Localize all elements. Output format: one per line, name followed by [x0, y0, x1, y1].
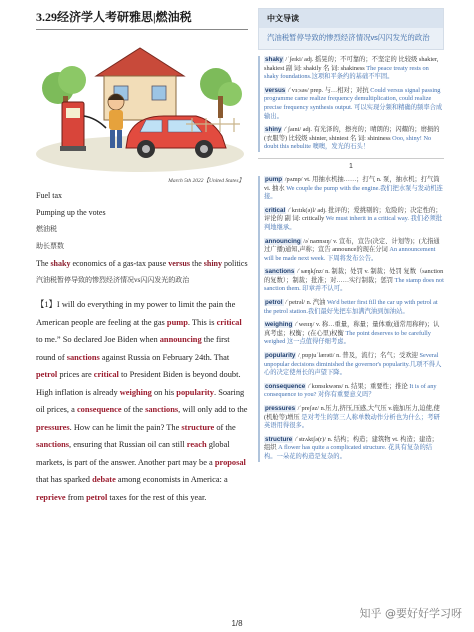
page-number: 1/8: [231, 619, 243, 628]
vocab-example: A flower has quite a complicated structure. 花具有复杂的结构。一朵花的构造是复杂的。: [264, 444, 433, 460]
vocab-word: weighing: [265, 321, 293, 329]
keyword: critical: [93, 370, 119, 379]
vocab-entry: [264, 436, 444, 462]
para-text: , ensuring that Russian oil can still: [69, 440, 187, 449]
keyword: weighing: [119, 387, 152, 397]
vocab-example: 是对考生的第三人称单数动作分析也为什么；考研英语用得很多。: [264, 413, 440, 430]
keyword: pressures: [36, 422, 70, 432]
para-text: of the: [214, 422, 236, 432]
para-text: on his: [151, 387, 177, 397]
vocab-list-bottom: [258, 176, 444, 462]
vocab-entry: [264, 321, 444, 347]
vocab-definition: /ˈsæŋkʃnz/ n. 制裁；处罚 v. 制裁；处罚 复数（sanction的复数）；制裁；批准；对……实行制裁；惩罚: [264, 268, 444, 284]
right-column: [258, 8, 444, 467]
vocab-list-top: [258, 56, 444, 152]
vocab-definition: /ˈpetrəl/ n. 汽油: [283, 299, 328, 307]
keyword: popularity: [176, 387, 214, 397]
article-paragraph-1: [36, 296, 248, 506]
title-line-en: Fuel tax: [36, 191, 62, 200]
vocab-definition: /ˈkɒnsɪkwəns/ n. 结果；重要性；推论: [306, 382, 410, 390]
vocab-entry: [264, 56, 444, 82]
vocab-example: Could versus signal passing programme came realize frequency demultiplication, could realize precise frequency synthesis output. 可以实现分频和精确的频率合成输出。: [264, 86, 443, 120]
keyword-shiny: shiny: [203, 259, 222, 268]
para-text: . How can he limit the pain? The: [69, 422, 182, 432]
vocab-entry: [264, 207, 444, 233]
subtitle-line-cn: 助长票数: [36, 242, 64, 250]
para-text: from: [65, 492, 87, 502]
vocab-word: announcing: [265, 237, 301, 245]
zhihu-watermark: 知乎 @要好好学习呀: [356, 603, 467, 623]
vocab-example: We couple the pump with the engine.我们把水泵与发动机连接。: [264, 184, 443, 201]
keyword: debate: [92, 475, 116, 484]
keyword-versus: versus: [168, 259, 190, 268]
vocab-definition: /ˈstrʌktʃə(r)/ n. 结构；构造；建筑物 vt. 构造；建造；组织: [264, 435, 438, 452]
guide-text: 汽油税暂停导致的惨烈经济情况vs闪闪发光的政治: [267, 33, 430, 42]
headline-text: The: [36, 259, 51, 268]
para-text: prices are: [57, 370, 94, 379]
vocab-definition: /ˈpreʃəz/ n.压力,挤压,压感,大气压 v.施加压力,迫使,使(机舱等)增压: [264, 405, 440, 421]
keyword: petrol: [86, 492, 108, 502]
keyword: reach: [186, 440, 207, 449]
vocab-entry: [264, 126, 444, 152]
para-text: the first round of: [36, 335, 230, 362]
vocab-example: Several unpopular decisions diminished the governor's popularity.几项不得人心的决定使州长的声望下降。: [264, 352, 442, 377]
vocab-example: An announcement will be made next week. 下周将发布公告。: [264, 246, 436, 262]
gas-station-illustration: [36, 36, 244, 174]
vocab-entry: [264, 176, 444, 202]
para-text: against Russia on February 24th. That: [99, 352, 230, 362]
headline-text: politics: [222, 259, 248, 268]
keyword-shaky: shaky: [50, 259, 71, 268]
guide-title: 中文导读: [259, 9, 443, 28]
vocab-example: The point deserves to be carefully weighed 这一点值得仔细考虑。: [264, 329, 431, 346]
title-line-cn: 燃油税: [36, 225, 57, 233]
keyword: reprieve: [36, 492, 66, 502]
vocab-example: It is of any consequence to you? 对你有重要意义吗？: [264, 382, 437, 399]
para-text: that has sparked: [36, 475, 93, 484]
vocab-definition: /pʌmp/ vt. 用抽水机抽……；打气 n. 泵，抽水机；打气筒 vi. 抽水: [264, 175, 440, 192]
para-text: . This is: [187, 317, 217, 327]
headline-text: the: [189, 259, 204, 268]
keyword: sanctions: [36, 440, 70, 449]
vocab-definition: /ˈʃaɪni/ adj. 有光泽的，擦亮的；晴朗的；闪耀的；磨损的(衣服等) 比较级 shinier, shiniest 名 词: shininess: [264, 126, 440, 142]
vocab-word: critical: [265, 206, 286, 214]
subtitle-line-en: Pumping up the votes: [36, 208, 106, 217]
para-text: , will only add to the: [178, 405, 248, 414]
vocab-word: consequence: [265, 382, 306, 390]
vocab-definition: /əˈnaʊnsɪŋ/ v. 宣布，宣告(决定、计划等)；(尤指通过广播)通知,声称；宣告 announce的现在分词: [264, 237, 440, 254]
vocab-word: petrol: [265, 299, 283, 307]
vocab-word: structure: [265, 435, 293, 443]
vocab-example: We'd better first fill the car up with petrol at the petrol station.我们最好先把车加满汽油到加油站。: [264, 299, 438, 315]
gas-station-illustration-svg: [36, 36, 244, 174]
para-text: of the: [121, 405, 146, 414]
vocab-entry: [264, 268, 444, 294]
keyword: sanctions: [66, 352, 100, 362]
vocab-definition: /ˈkrɪtɪk(ə)l/ adj. 批评的；爱挑剔的；危险的；决定性的；评论的 副 词: critically: [264, 206, 442, 223]
vocab-entry: [264, 87, 444, 121]
vocab-word: sanctions: [265, 268, 295, 276]
chinese-guide-box: [258, 8, 444, 50]
vocab-entry: [264, 299, 444, 316]
para-text: global markets, is part of the answer. Another part may be a: [36, 440, 230, 467]
vocab-word: popularity: [265, 352, 296, 360]
para-text: taxes for the rest of this year.: [107, 492, 207, 502]
headline-en: [36, 258, 248, 269]
para-text: . Soaring oil prices, a: [36, 387, 245, 414]
section-page-marker: 1: [258, 158, 444, 170]
vocab-word: pump: [265, 175, 283, 183]
vocab-entry: [264, 352, 444, 378]
keyword: consequence: [76, 405, 122, 414]
date-caption: March 5th 2022【United States】: [168, 178, 244, 184]
page-title: 3.29经济学人考研雅思|燃油税: [36, 8, 248, 30]
vocab-entry: [264, 383, 444, 400]
vocab-definition: /ˌpɒpjuˈlærəti/ n. 普及，流行；名气；受欢迎: [296, 352, 420, 360]
vocab-word: shaky: [265, 56, 283, 63]
keyword: proposal: [214, 457, 246, 467]
vocab-example: The stamp does not sanction them. 印章并不认可。: [264, 276, 444, 293]
keyword: sanctions: [145, 405, 179, 414]
keyword: critical: [216, 317, 242, 327]
headline-text: economics of a gas-tax pause: [70, 259, 169, 268]
para-text: among economists in America: a: [115, 475, 228, 484]
keyword: structure: [181, 422, 215, 432]
para-text: to me.” So declared Joe Biden when: [36, 335, 160, 344]
left-column: [36, 8, 248, 506]
para-text: 【1】I will do everything in my power to limit the pain the American people are feeling at the gas: [36, 300, 236, 327]
vocab-entry: [264, 238, 444, 264]
vocab-entry: [264, 405, 444, 431]
headline-cn: 汽油税暂停导致的惨烈经济情况vs闪闪发光的政治: [36, 276, 190, 284]
vocab-example: The peace treaty rests on shaky foundations.这项和平条约的基础不牢固。: [264, 64, 429, 81]
vocab-example: We must inherit in a critical way. 我们必须批判地继承。: [264, 215, 443, 231]
vocab-definition: /ˈweɪɪŋ/ v. 称…重量，称量；量体重(通常用称秤)；认真考虑；权衡；(在心里)权衡: [264, 321, 440, 337]
para-text: to President Biden is beyond doubt. High inflation is already: [36, 370, 241, 397]
vocab-example: Ooo, shiny! No doubt this nebulite 噢噢，发光的石头！: [264, 134, 432, 151]
keyword: announcing: [159, 335, 202, 344]
vocab-definition: /ˈvɜːsəs/ prep. 与…相对；对抗: [286, 86, 371, 94]
keyword: petrol: [36, 370, 58, 379]
vocab-word: pressures: [265, 405, 296, 412]
vocab-word: versus: [265, 86, 286, 94]
vocab-word: shiny: [265, 126, 282, 134]
vocab-definition: /ˈʃeɪki/ adj. 摇晃的；不可靠的；不坚定的 比较级 shakier, shakiest 副 词: shakily 名 词: shakiness: [264, 56, 439, 72]
keyword: pump: [166, 317, 188, 327]
